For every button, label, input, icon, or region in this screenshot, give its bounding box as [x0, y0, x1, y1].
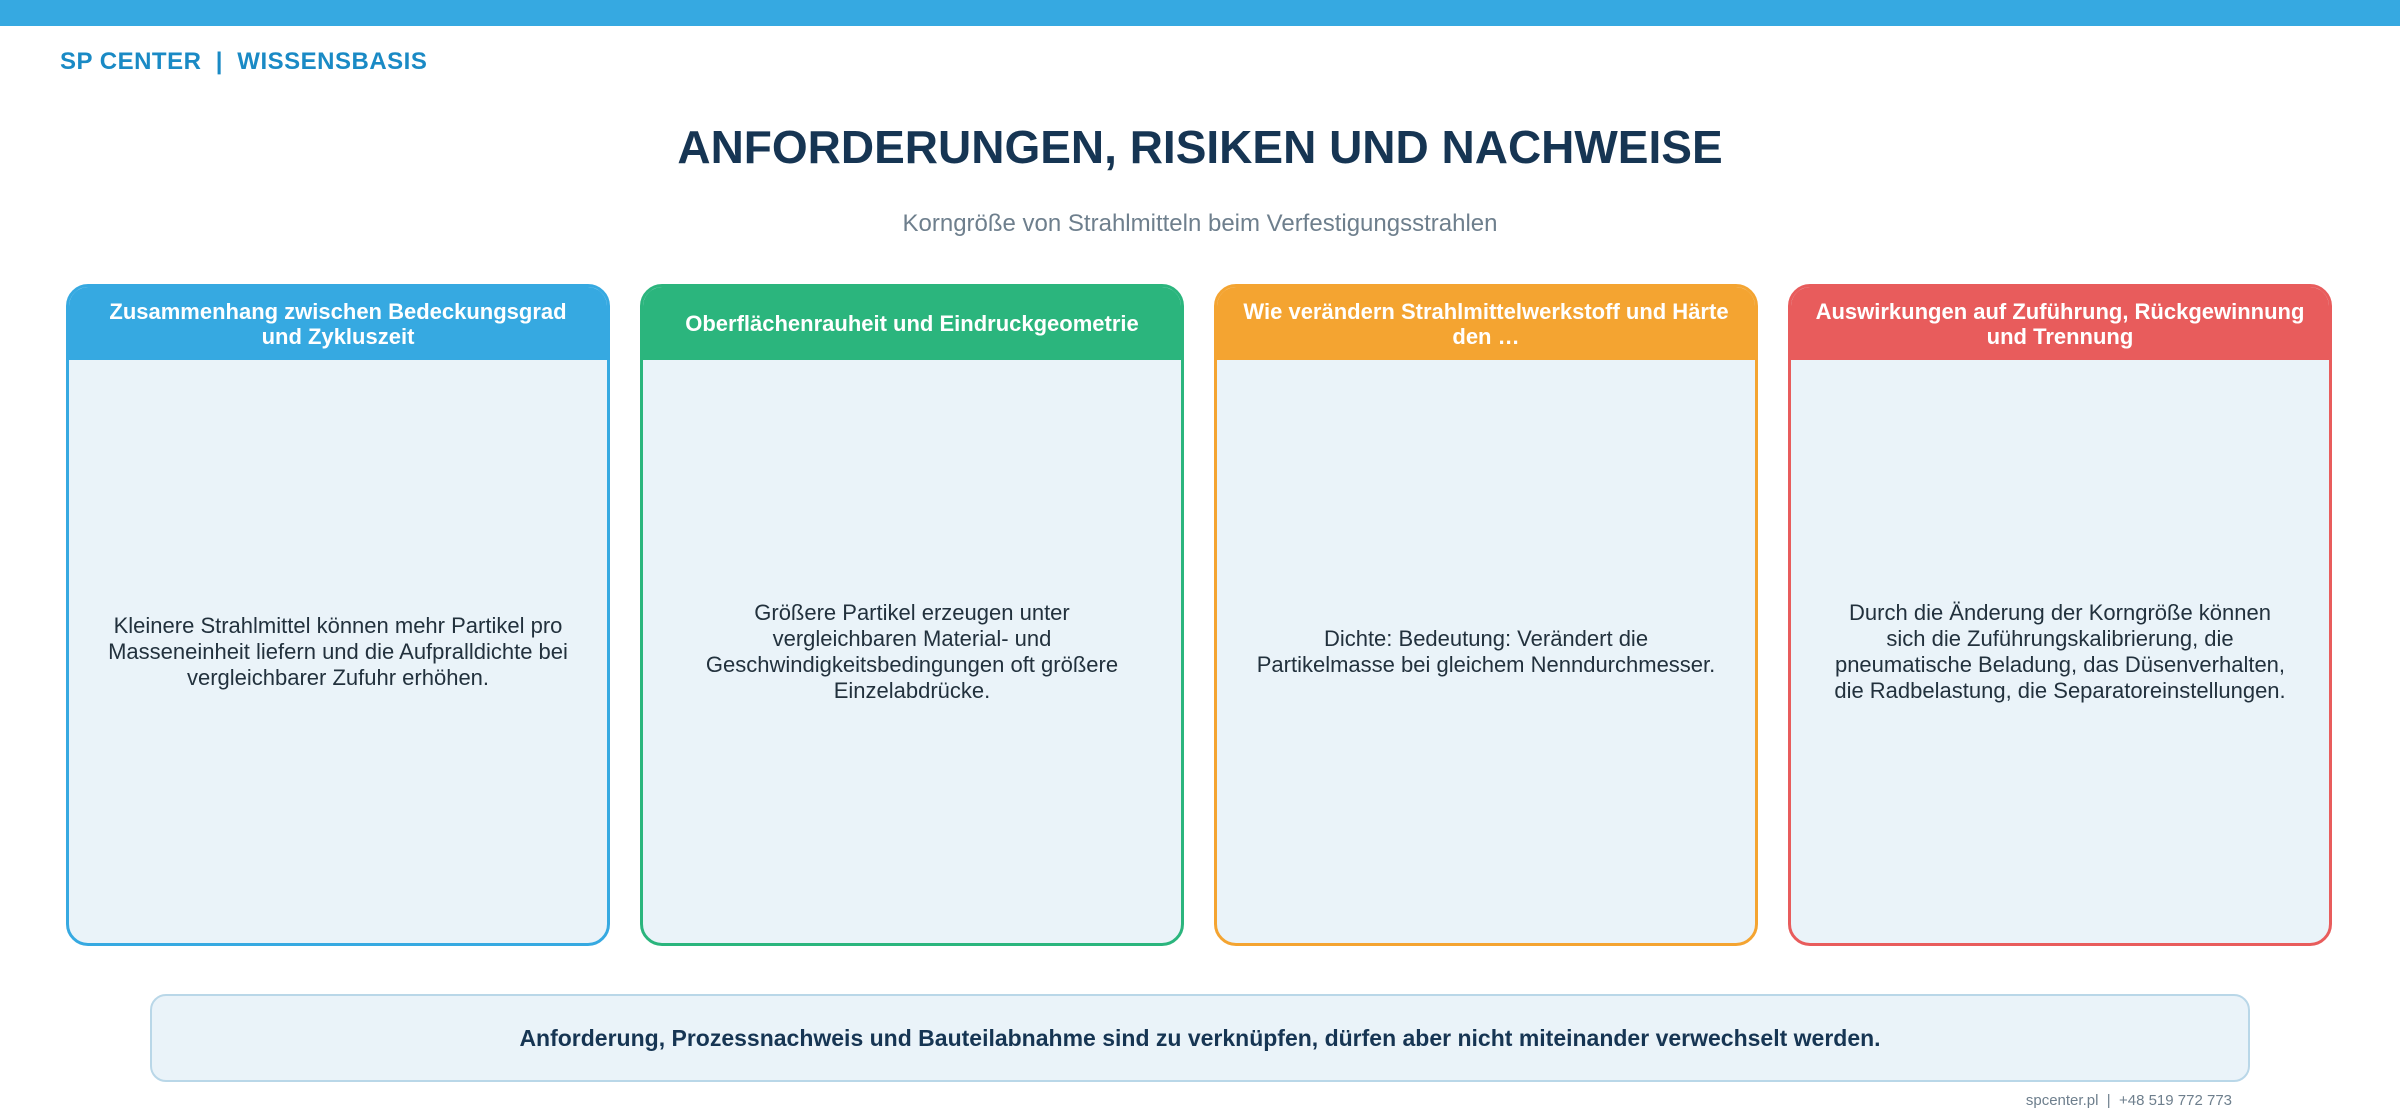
card-material-hardness: [1214, 284, 1758, 946]
top-accent-bar: [0, 0, 2400, 26]
card-feed-recovery: [1788, 284, 2332, 946]
page-title: ANFORDERUNGEN, RISIKEN UND NACHWEISE: [677, 121, 1723, 173]
contact-info: spcenter.pl | +48 519 772 773: [2025, 1092, 2232, 1109]
card-surface-roughness: [640, 284, 1184, 946]
card-header: Auswirkungen auf Zuführung, Rückgewinnung und Trennung: [1791, 287, 2329, 360]
card-header: Zusammenhang zwischen Bedeckungsgrad und Zykluszeit: [69, 287, 607, 360]
brand-header: SP CENTER | WISSENSBASIS: [60, 48, 428, 75]
footer-note-text: Anforderung, Prozessnachweis und Bauteilabnahme sind zu verknüpfen, dürfen aber nicht miteinander verwechselt werden.: [519, 1024, 1881, 1051]
card-coverage-cycle-time: [66, 284, 610, 946]
page-subtitle: Korngröße von Strahlmitteln beim Verfestigungsstrahlen: [902, 210, 1498, 237]
card-header: Wie verändern Strahlmittelwerkstoff und Härte den …: [1217, 287, 1755, 360]
card-body: Kleinere Strahlmittel können mehr Partikel pro Masseneinheit liefern und die Aufpralldichte bei vergleichbarer Zufuhr erhöhen.: [108, 612, 568, 690]
card-body: Größere Partikel erzeugen unter vergleichbaren Material- und Geschwindigkeitsbedingungen oft größere Einzelabdrücke.: [705, 599, 1119, 703]
card-header: Oberflächenrauheit und Eindruckgeometrie: [643, 287, 1181, 360]
card-body: Durch die Änderung der Korngröße können sich die Zuführungskalibrierung, die pneumatische Beladung, das Düsenverhalten, die Radbelastung, die Separatoreinstellungen.: [1834, 599, 2286, 703]
footer-note: [150, 994, 2250, 1082]
card-body: Dichte: Bedeutung: Verändert die Partikelmasse bei gleichem Nenndurchmesser.: [1256, 625, 1716, 677]
